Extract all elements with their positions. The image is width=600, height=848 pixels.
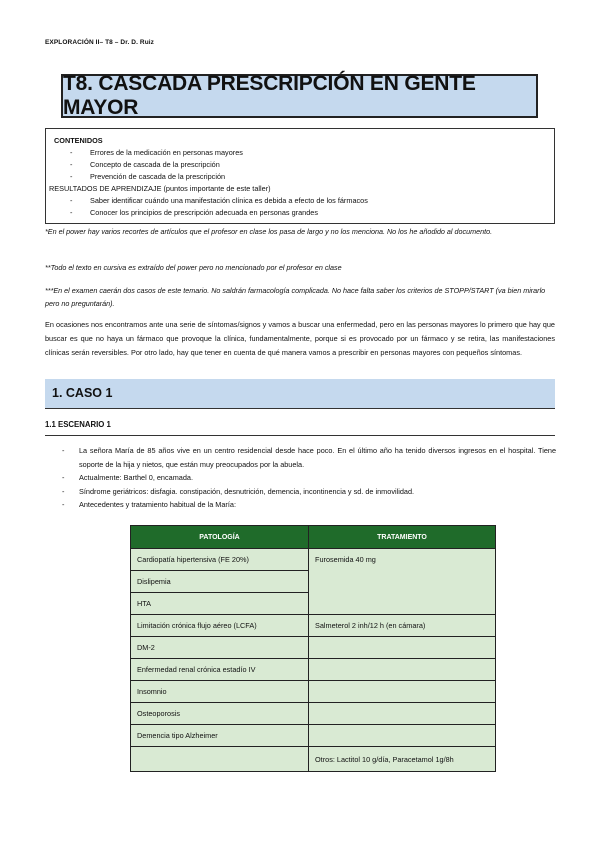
treatment-cell	[309, 659, 496, 681]
list-item: - Antecedentes y tratamiento habitual de la María:	[62, 500, 236, 509]
table-row	[131, 725, 496, 747]
treatment-cell: Salmeterol 2 inh/12 h (en cámara)	[309, 615, 496, 637]
list-item: - Actualmente: Barthel 0, encamada.	[62, 473, 193, 482]
note-1: *En el power hay varios recortes de artículos que el profesor en clase los pasa de largo y no los menciona. No los he añodido al documento.	[45, 227, 493, 236]
pathology-cell: Demencia tipo Alzheimer	[131, 725, 309, 747]
scenario-title: 1.1 ESCENARIO 1	[45, 420, 555, 436]
treatment-cell	[309, 725, 496, 747]
table-row	[131, 549, 496, 571]
table-row	[131, 615, 496, 637]
contents-heading: CONTENIDOS	[54, 136, 103, 145]
document-header: EXPLORACIÓN II– T8 – Dr. D. Ruiz	[45, 39, 155, 46]
title-box	[61, 74, 538, 118]
column-header-pathology: PATOLOGÍA	[131, 526, 309, 549]
history-table	[130, 525, 496, 772]
pathology-cell: Cardiopatía hipertensiva (FE 20%)	[131, 549, 309, 571]
treatment-cell: Otros: Lactitol 10 g/día, Paracetamol 1g/8h	[309, 747, 496, 772]
list-item: - La señora María de 85 años vive en un centro residencial desde hace poco. En el último año ha tenido diversos ingresos en el hospital. Tiene soporte de la hija y nietos, que están muy preocupados por la abuela.	[62, 446, 556, 469]
outcome-item: - Conocer los principios de prescripción adecuada en personas grandes	[70, 208, 318, 217]
column-header-treatment: TRATAMIENTO	[309, 526, 496, 549]
contents-item: - Concepto de cascada de la prescripción	[70, 160, 220, 169]
table-row	[131, 703, 496, 725]
pathology-cell: Osteoporosis	[131, 703, 309, 725]
page-title: T8. CASCADA PRESCRIPCIÓN EN GENTE MAYOR	[63, 72, 476, 119]
table-row	[131, 747, 496, 772]
pathology-cell: Limitación crónica flujo aéreo (LCFA)	[131, 615, 309, 637]
treatment-cell	[309, 703, 496, 725]
intro-paragraph: En ocasiones nos encontramos ante una serie de síntomas/signos y vamos a buscar una enfermedad, pero en las personas mayores lo primero que hay que buscar es que no haya un fármaco que provoque la clínica, fundamentalmente, porque si es provocado por un fármaco y se retira, las manifestaciones clínicas serán reversibles. Por otro lado, hay que tener en cuenta de qué manera vamos a prescribir en personas mayores con pequeños síntomas.	[45, 320, 555, 357]
case-heading-box	[45, 379, 555, 409]
table-header-row	[131, 526, 496, 549]
contents-box	[45, 128, 555, 224]
treatment-cell	[309, 681, 496, 703]
table-row	[131, 659, 496, 681]
table-row	[131, 681, 496, 703]
outcomes-heading: RESULTADOS DE APRENDIZAJE (puntos importante de este taller)	[49, 184, 271, 193]
pathology-cell: Insomnio	[131, 681, 309, 703]
outcome-item: - Saber identificar cuándo una manifestación clínica es debida a efecto de los fármacos	[70, 196, 368, 205]
treatment-cell: Furosemida 40 mg	[309, 549, 496, 615]
pathology-cell: Enfermedad renal crónica estadío IV	[131, 659, 309, 681]
treatment-cell	[309, 637, 496, 659]
pathology-cell: Dislipemia	[131, 571, 309, 593]
contents-item: - Errores de la medicación en personas mayores	[70, 148, 243, 157]
note-3: ***En el examen caerán dos casos de este temario. No saldrán farmacología complicada. No hace falta saber los criterios de STOPP/START (va bien mirarlo pero no preguntarán).	[45, 286, 546, 308]
pathology-cell: DM-2	[131, 637, 309, 659]
contents-item: - Prevención de cascada de la prescripción	[70, 172, 226, 181]
pathology-cell	[131, 747, 309, 772]
case-title: 1. CASO 1	[52, 386, 113, 400]
pathology-cell: HTA	[131, 593, 309, 615]
table-row	[131, 637, 496, 659]
bullet-list	[62, 444, 556, 512]
list-item: - Síndrome geriátricos: disfagia. constipación, desnutrición, demencia, incontinencia y sd. de inmovilidad.	[62, 486, 415, 496]
note-2: **Todo el texto en cursiva es extraído del power pero no mencionado por el profesor en clase	[45, 263, 342, 272]
